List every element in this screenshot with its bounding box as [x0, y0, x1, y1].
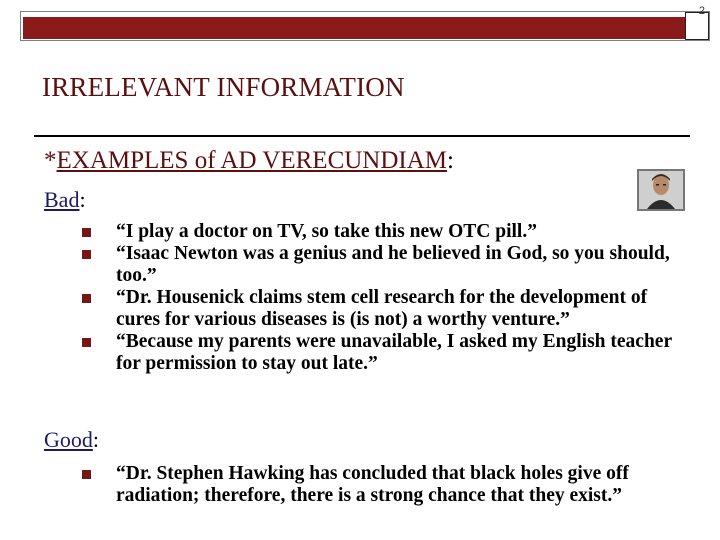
slide-title: IRRELEVANT INFORMATION [42, 72, 405, 102]
good-item-1: “Dr. Stephen Hawking has concluded that black holes give off radiation; therefore, there is a strong chance that they exist.” [116, 463, 629, 506]
bad-section-label [44, 187, 86, 213]
portrait-image [637, 169, 685, 211]
list-item [82, 243, 682, 287]
good-examples-list [82, 463, 682, 507]
slide-number: 2 [698, 5, 705, 17]
bad-item-2: “Isaac Newton was a genius and he believed in God, so you should, too.” [116, 243, 670, 286]
slide-subtitle [44, 147, 454, 175]
list-item [82, 287, 682, 331]
good-section-label [44, 427, 99, 453]
header-bar [20, 5, 710, 41]
subtitle-prefix: * [44, 147, 57, 174]
bullet-square-icon [82, 470, 91, 479]
bullet-square-icon [82, 338, 91, 347]
good-label: Good [44, 427, 93, 452]
bad-item-4: “Because my parents were unavailable, I asked my English teacher for permission to stay out late.” [116, 331, 672, 374]
subtitle-colon: : [447, 147, 454, 174]
list-item [82, 331, 682, 375]
list-item [82, 221, 682, 243]
bullet-square-icon [82, 228, 91, 237]
bullet-square-icon [82, 250, 91, 259]
title-divider [34, 135, 690, 137]
bad-colon: : [79, 187, 86, 212]
bad-item-1: “I play a doctor on TV, so take this new OTC pill.” [116, 221, 537, 242]
bullet-square-icon [82, 294, 91, 303]
bad-examples-list [82, 221, 682, 375]
header-bar-fill [22, 16, 686, 40]
list-item [82, 463, 682, 507]
header-corner-box [685, 5, 709, 40]
person-portrait-icon [639, 171, 683, 209]
good-colon: : [92, 427, 100, 452]
bad-label: Bad [44, 187, 80, 212]
bad-item-3: “Dr. Housenick claims stem cell research for the development of cures for various diseases is (is not) a worthy venture.” [116, 287, 648, 330]
subtitle-text: EXAMPLES of AD VERECUNDIAM [56, 147, 448, 174]
